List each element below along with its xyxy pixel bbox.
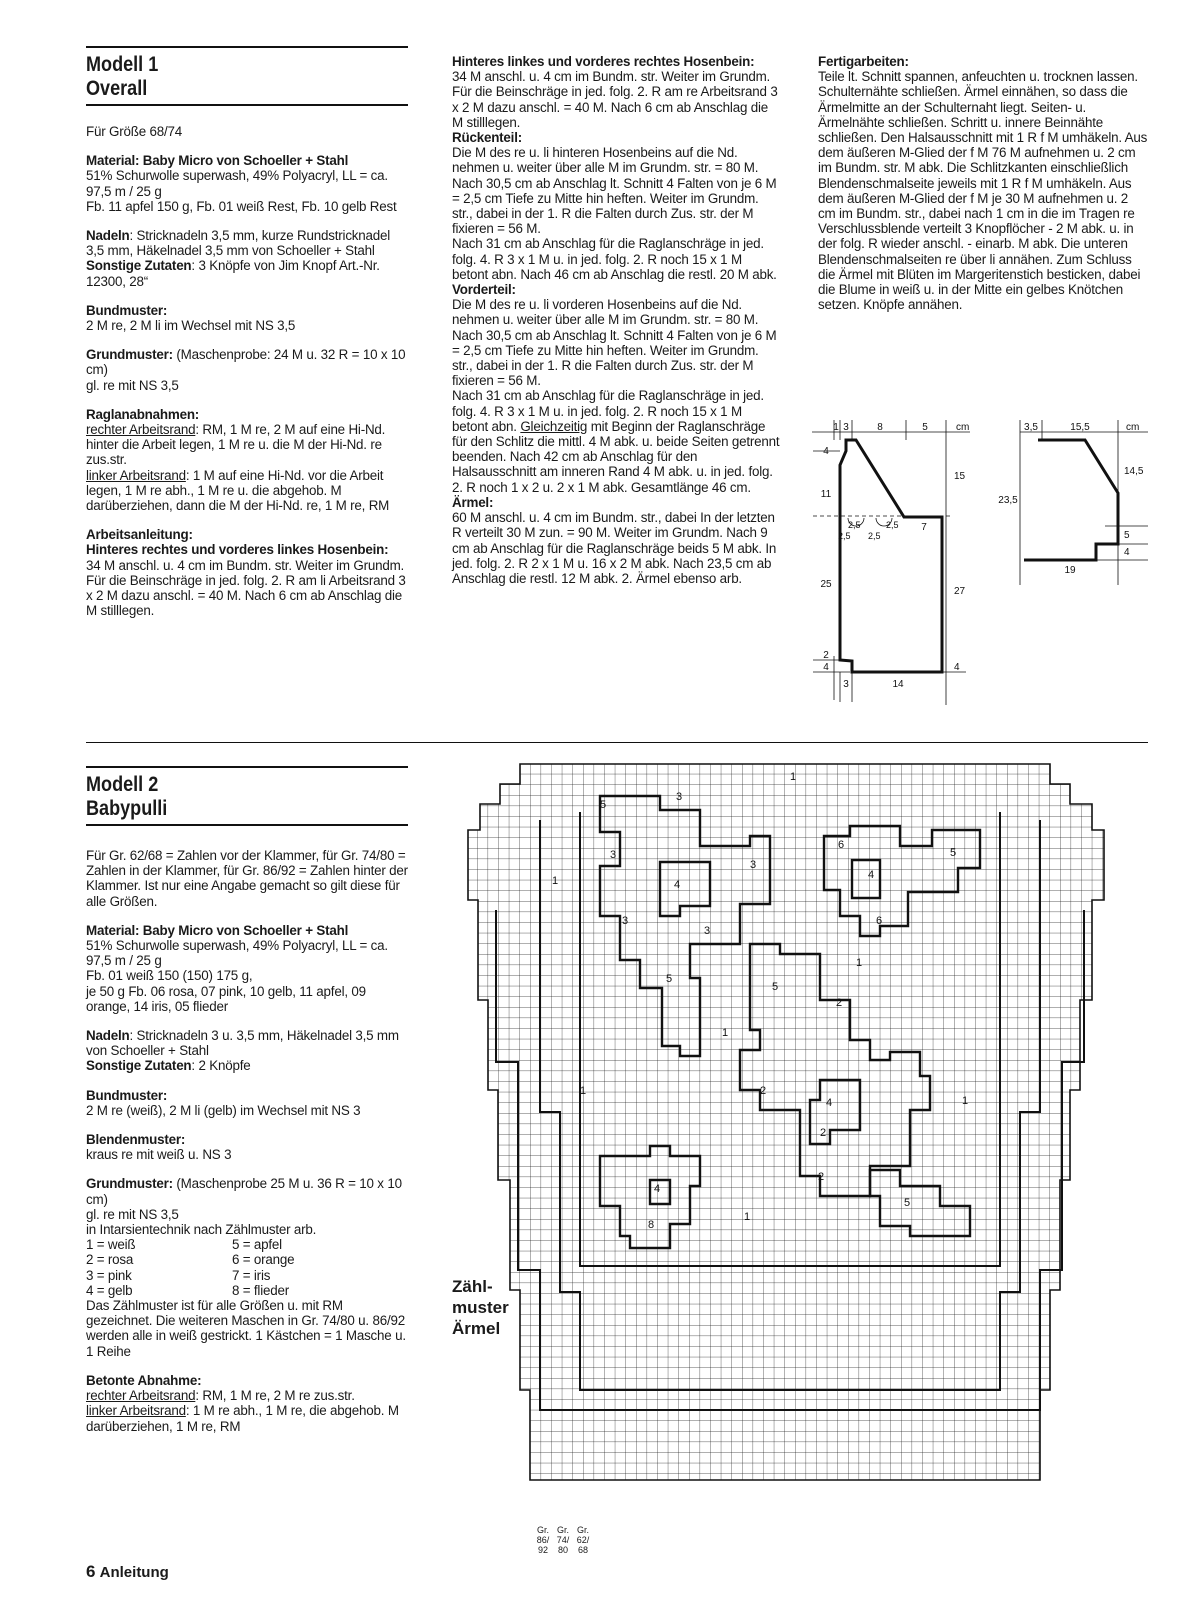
m2-betont-left-text: : 1 M re abh., 1 M re, die abgehob. M darüberziehen, 1 M re, RM xyxy=(86,1403,399,1434)
size-gr: Gr. xyxy=(556,1525,569,1535)
m1-heading xyxy=(86,46,408,106)
m1-rueck-text-2: Nach 31 cm ab Anschlag für die Raglanschräge in jed. folg. 4. R 3 x 1 M u. in jed. folg. 2. R noch 15 x 1 M betont abn. Nach 46 cm ab Anschlag die restl. 20 M abk. xyxy=(452,236,777,282)
m1-ragl-left-label: linker Arbeitsrand xyxy=(86,467,186,483)
chart-number: 1 xyxy=(552,875,559,887)
chart-number: 1 xyxy=(790,771,797,783)
m1-nadeln-label: Nadeln xyxy=(86,228,130,244)
chart-number: 2 xyxy=(818,1171,825,1183)
m2-grund-head: Grundmuster: xyxy=(86,1176,173,1192)
m1-material-head: Material: Baby Micro von Schoeller + Stahl xyxy=(86,153,349,169)
m1-bund-head: Bundmuster: xyxy=(86,302,168,318)
m1-fertig-text: Teile lt. Schnitt spannen, anfeuchten u. trocknen lassen. Schulternähte schließen. Ärmel einnähen, so dass die Ärmelmitte an der Schulternaht liegt. Seiten- u. Ärmelnähte schließen. Schritt u. innere Beinnähte schließen. Den Halsausschnitt mit 1 R f M umhäkeln. Aus dem äußeren M-Glied der f M 76 M aufnehmen u. 2 cm im Bundm. str. M abk. Die Schlitzkanten einschließlich Blendenschmalseite jeweils mit 1 R f M umhäkeln. Aus dem äußeren M-Glied der f M je 30 M aufnehmen u. 2 cm im Bundm. str., dabei nach 1 cm in die im Tragen re Verschlussblende verteilt 3 Knopflöcher - 2 M abk. u. in der folg. R wieder anschl. - einarb. M abk. Die unteren Blendenschmalseiten re über li annähen. Zum Schluss die Ärmel mit Blüten im Margeritenstich besticken, dabei die Blume in weiß u. in der Mitte ein gelbes Knötchen setzen. Knöpfe annähen. xyxy=(818,69,1148,313)
m2-grund-text: (Maschenprobe 25 M u. 36 R = 10 x 10 cm) xyxy=(86,1176,402,1207)
m1-hosenbein-1-head: Hinteres rechtes und vorderes linkes Hosenbein: xyxy=(86,542,389,558)
schnitt1-left-4: 2 xyxy=(823,650,829,661)
m2-material-line: 51% Schurwolle superwash, 49% Polyacryl, LL = ca. 97,5 m / 25 g xyxy=(86,938,388,969)
page-number: 6 xyxy=(86,1562,96,1581)
m2-bund-head: Bundmuster: xyxy=(86,1087,168,1103)
m2-nadeln-label: Nadeln xyxy=(86,1028,130,1044)
chart-label-line: Ärmel xyxy=(452,1319,501,1338)
m1-material-line: 51% Schurwolle superwash, 49% Polyacryl, LL = ca. 97,5 m / 25 g xyxy=(86,168,388,199)
footer-label: Anleitung xyxy=(99,1564,169,1581)
section-divider xyxy=(86,742,1148,743)
schnitt2-left: 23,5 xyxy=(998,495,1018,506)
m2-grund-line2: gl. re mit NS 3,5 xyxy=(86,1206,179,1222)
key-item: 5 = apfel xyxy=(232,1237,282,1253)
schnitt-aermel xyxy=(990,418,1150,588)
key-item: 3 = pink xyxy=(86,1267,132,1283)
m1-ragl-head: Raglanabnahmen: xyxy=(86,406,200,422)
m1-vorder-gleichzeitig: Gleichzeitig xyxy=(520,418,588,434)
chart-number: 3 xyxy=(750,859,757,871)
m1-hosenbein-1-text: 34 M anschl. u. 4 cm im Bundm. str. Weiter im Grundm. Für die Beinschräge in jed. folg. 2. R am li Arbeitsrand 3 x 2 M dazu anschl. = 40 M. Nach 6 cm ab Anschlag die M stilllegen. xyxy=(86,557,406,619)
size-b: 80 xyxy=(557,1545,568,1555)
m2-zutaten xyxy=(86,1058,410,1073)
schnitt1-falte-3: 2,5 xyxy=(886,520,899,530)
size-label-74 xyxy=(552,1525,574,1555)
m1-ragl-right-label: rechter Arbeitsrand xyxy=(86,422,196,438)
schnitt1-falte-4: 2,5 xyxy=(868,531,881,541)
chart-outline xyxy=(468,764,1104,1480)
m1-vorder-text-2 xyxy=(452,388,780,494)
key-item: 4 = gelb xyxy=(86,1282,133,1298)
m2-betont-right-label: rechter Arbeitsrand xyxy=(86,1388,196,1404)
key-item: 1 = weiß xyxy=(86,1237,136,1253)
m1-zutaten xyxy=(86,258,408,288)
chart-number: 1 xyxy=(744,1211,751,1223)
m1-bund-text: 2 M re, 2 M li im Wechsel mit NS 3,5 xyxy=(86,318,296,334)
m1-aermel-head: Ärmel: xyxy=(452,494,494,510)
chart-number: 2 xyxy=(836,997,843,1009)
m1-ragl-right-text: : RM, 1 M re, 2 M auf eine Hi-Nd. hinter die Arbeit legen, 1 M re u. die M der Hi-Nd. re zus.str. xyxy=(86,422,386,468)
schnitt2-right-2: 5 xyxy=(1124,530,1130,541)
size-gr: Gr. xyxy=(536,1525,549,1535)
chart-number: 1 xyxy=(722,1027,729,1039)
chart-number: 6 xyxy=(838,839,845,851)
chart-number: 3 xyxy=(676,791,683,803)
chart-number: 5 xyxy=(904,1197,911,1209)
chart-label-line: muster xyxy=(452,1298,509,1317)
key-item: 8 = flieder xyxy=(232,1282,289,1298)
m2-zutaten-label: Sonstige Zutaten xyxy=(86,1058,192,1074)
m1-aermel-text: 60 M anschl. u. 4 cm im Bundm. str., dabei In der letzten R verteilt 30 M zun. = 90 M. Weiter im Grundm. Nach 9 cm ab Anschlag für die Raglanschräge beids 5 M abk. In jed. folg. 2. R 2 x 1 M u. 16 x 2 M abk. Nach 23,5 cm ab Anschlag die restl. 12 M abk. 2. Ärmel ebenso arb. xyxy=(452,510,777,586)
chart-number: 4 xyxy=(674,879,681,891)
schnitt1-top-1: 1 xyxy=(833,422,839,433)
chart-number: 5 xyxy=(950,847,957,859)
size-b: 68 xyxy=(577,1545,588,1555)
m2-nadeln-text: : Stricknadeln 3 u. 3,5 mm, Häkelnadel 3,5 mm von Schoeller + Stahl xyxy=(86,1028,399,1059)
m1-fertig-head: Fertigarbeiten: xyxy=(818,54,909,69)
m2-grund xyxy=(86,1176,410,1206)
m1-zutaten-text: : 3 Knöpfe von Jim Knopf Art.-Nr. 12300, 28“ xyxy=(86,258,380,289)
schnitt1-left-5: 4 xyxy=(823,662,829,673)
schnitt1-falte-2: 2,5 xyxy=(838,531,851,541)
size-a: 86/ xyxy=(536,1535,550,1545)
schnitt1-right-2: 7 xyxy=(921,522,927,533)
schnitt2-right-3: 4 xyxy=(1124,547,1130,558)
schnitt1-right-3: 27 xyxy=(954,586,966,597)
chart-number: 2 xyxy=(760,1085,767,1097)
chart-label-line: Zähl- xyxy=(452,1277,493,1296)
m1-grund xyxy=(86,347,408,377)
m1-grund-head: Grundmuster: xyxy=(86,347,173,363)
key-item: 2 = rosa xyxy=(86,1252,134,1268)
m1-grund-line2: gl. re mit NS 3,5 xyxy=(86,377,179,393)
m1-subtitle: Overall xyxy=(86,77,148,100)
size-label-62 xyxy=(572,1525,594,1555)
schnitt1-top-4: 5 xyxy=(922,422,928,433)
schnitt1-left-3: 25 xyxy=(820,579,832,590)
m2-nadeln xyxy=(86,1028,410,1058)
m1-hosenbein-2-text: 34 M anschl. u. 4 cm im Bundm. str. Weiter im Grundm. Für die Beinschräge in jed. folg. 2. R am re Arbeitsrand 3 x 2 M dazu anschl. = 40 M. Nach 6 cm ab Anschlag die M stilllegen. xyxy=(452,69,778,130)
schnitt1-bottom: 14 xyxy=(892,679,904,690)
m1-column-3 xyxy=(818,54,1148,312)
chart-number: 6 xyxy=(876,915,883,927)
chart-number: 5 xyxy=(666,973,673,985)
m2-intro: Für Gr. 62/68 = Zahlen vor der Klammer, für Gr. 74/80 = Zahlen in der Klammer, für Gr. 86/92 = Zahlen hinter der Klammer. Ist nur eine Angabe gemacht so gilt diese für alle Größen. xyxy=(86,848,408,909)
size-label-86 xyxy=(532,1525,554,1555)
schnitt1-right-1: 15 xyxy=(954,471,966,482)
chart-number: 4 xyxy=(826,1097,833,1109)
m1-ragl-left xyxy=(86,468,408,514)
schnitt1-left-6: 3 xyxy=(843,679,849,690)
chart-number: 5 xyxy=(772,981,779,993)
m1-ragl-right xyxy=(86,422,408,468)
schnitt1-left-2: 11 xyxy=(820,489,832,500)
key-item: 7 = iris xyxy=(232,1267,271,1283)
m2-betont-right-text: : RM, 1 M re, 2 M re zus.str. xyxy=(195,1388,355,1404)
m2-heading xyxy=(86,766,408,826)
m1-vorder-head: Vorderteil: xyxy=(452,282,516,298)
m1-rueck-text-1: Die M des re u. li hinteren Hosenbeins auf die Nd. nehmen u. weiter über alle M im Grundm. str. = 80 M. Nach 30,5 cm ab Anschlag lt. Schnitt 4 Falten von je 6 M = 2,5 cm Tiefe zu Mitte hin heften. Weiter im Grundm. str., dabei in der 1. R die Falten durch Zus. str. der M fixieren = 56 M. xyxy=(452,145,777,237)
chart-number: 4 xyxy=(868,869,875,881)
m2-column xyxy=(86,848,410,1434)
zaehlmuster-chart xyxy=(470,764,1150,1524)
schnitt1-falte-1: 2,5 xyxy=(848,520,861,530)
schnitt1-top-3: 8 xyxy=(877,422,883,433)
m1-grund-text: (Maschenprobe: 24 M u. 32 R = 10 x 10 cm) xyxy=(86,347,406,378)
schnitt1-left-1: 4 xyxy=(823,446,829,457)
m2-betont-right xyxy=(86,1388,410,1403)
schnitt2-unit: cm xyxy=(1126,422,1140,433)
page-footer xyxy=(86,1562,169,1582)
m2-zaehl-text: Das Zählmuster ist für alle Größen u. mit RM gezeichnet. Die weiteren Maschen in Gr. 74/80 u. 86/92 werden alle in weiß gestrickt. 1 Kästchen = 1 Masche u. 1 Reihe xyxy=(86,1298,406,1359)
m1-nadeln-text: : Stricknadeln 3,5 mm, kurze Rundstricknadel 3,5 mm, Häkelnadel 3,5 mm von Schoeller + Stahl xyxy=(86,228,391,259)
m1-material-line: Fb. 11 apfel 150 g, Fb. 01 weiß Rest, Fb. 10 gelb Rest xyxy=(86,198,397,214)
m2-color-key xyxy=(86,1237,410,1298)
m1-column-2 xyxy=(452,54,780,586)
size-a: 74/ xyxy=(556,1535,570,1545)
chart-number: 1 xyxy=(962,1095,969,1107)
m1-nadeln xyxy=(86,228,408,258)
m1-anleitung-head: Arbeitsanleitung: xyxy=(86,527,193,543)
chart-number: 3 xyxy=(704,925,711,937)
m2-bund-text: 2 M re (weiß), 2 M li (gelb) im Wechsel mit NS 3 xyxy=(86,1102,361,1118)
m1-vorder-text-2b: mit Beginn der Raglanschräge für den Schlitz die mittl. 4 M abk. u. beide Seiten getrennt beenden. Nach 42 cm ab Anschlag für den Halsausschnitt am inneren Rand 4 M abk. u. in jed. folg. 2. R noch 1 x 2 u. 2 x 1 M abk. Gesamtlänge 46 cm. xyxy=(452,418,780,495)
m1-vorder-text-2a: Nach 31 cm ab Anschlag für die Raglanschräge in jed. folg. 4. R 3 x 1 M u. in jed. folg. 2. R noch 15 x 1 M betont abn. xyxy=(452,388,764,434)
schnitt2-right-1: 14,5 xyxy=(1124,466,1144,477)
chart-number: 3 xyxy=(610,849,617,861)
m1-title: Modell 1 xyxy=(86,53,159,76)
schnitt2-top-1: 3,5 xyxy=(1024,422,1038,433)
m1-ragl-left-text: : 1 M auf eine Hi-Nd. vor die Arbeit legen, 1 M re abh., 1 M re u. die abgehob. M darüberziehen, dann die M der Hi-Nd. re, 1 M re, RM xyxy=(86,467,390,514)
chart-number: 5 xyxy=(600,799,607,811)
chart-number: 1 xyxy=(856,957,863,969)
chart-number: 2 xyxy=(820,1127,827,1139)
m1-size: Für Größe 68/74 xyxy=(86,124,182,139)
m2-betont-left-label: linker Arbeitsrand xyxy=(86,1403,186,1419)
m1-vorder-text-1: Die M des re u. li vorderen Hosenbeins auf die Nd. nehmen u. weiter über alle M im Grundm. str. = 80 M. Nach 30,5 cm ab Anschlag lt. Schnitt 4 Falten von je 6 M = 2,5 cm Tiefe zu Mitte hin heften. Weiter im Grundm. str., dabei in der 1. R die Falten durch Zus. str. der M fixieren = 56 M. xyxy=(452,297,777,389)
m1-hosenbein-2-head: Hinteres linkes und vorderes rechtes Hosenbein: xyxy=(452,54,755,69)
key-item: 6 = orange xyxy=(232,1252,295,1268)
m2-blenden-text: kraus re mit weiß u. NS 3 xyxy=(86,1147,232,1163)
chart-number: 4 xyxy=(654,1183,661,1195)
schnitt1-unit: cm xyxy=(956,422,970,433)
chart-number: 1 xyxy=(580,1085,587,1097)
m2-material-head: Material: Baby Micro von Schoeller + Stahl xyxy=(86,922,349,938)
size-a: 62/ xyxy=(576,1535,590,1545)
size-gr: Gr. xyxy=(576,1525,589,1535)
chart-number: 8 xyxy=(648,1219,655,1231)
schnitt1-right-4: 4 xyxy=(954,662,960,673)
schnitt2-bottom: 19 xyxy=(1064,565,1076,576)
m2-subtitle: Babypulli xyxy=(86,797,168,820)
chart-number: 3 xyxy=(622,915,629,927)
m2-material-line: Fb. 01 weiß 150 (150) 175 g, xyxy=(86,968,253,984)
size-b: 92 xyxy=(537,1545,548,1555)
schnitt-overall xyxy=(812,418,992,708)
m1-zutaten-label: Sonstige Zutaten xyxy=(86,258,192,274)
m2-title: Modell 2 xyxy=(86,773,159,796)
schnitt2-top-2: 15,5 xyxy=(1070,422,1090,433)
m2-material-line: je 50 g Fb. 06 rosa, 07 pink, 10 gelb, 11 apfel, 09 orange, 14 iris, 05 flieder xyxy=(86,983,366,1014)
schnitt1-top-2: 3 xyxy=(843,422,849,433)
m1-column-1 xyxy=(86,124,408,618)
m2-betont-left xyxy=(86,1403,410,1433)
m2-grund-line3: in Intarsientechnik nach Zählmuster arb. xyxy=(86,1222,317,1238)
m2-zutaten-text: : 2 Knöpfe xyxy=(191,1058,251,1074)
m2-betont-head: Betonte Abnahme: xyxy=(86,1372,202,1388)
m2-blenden-head: Blendenmuster: xyxy=(86,1132,186,1148)
m1-rueck-head: Rückenteil: xyxy=(452,130,522,146)
